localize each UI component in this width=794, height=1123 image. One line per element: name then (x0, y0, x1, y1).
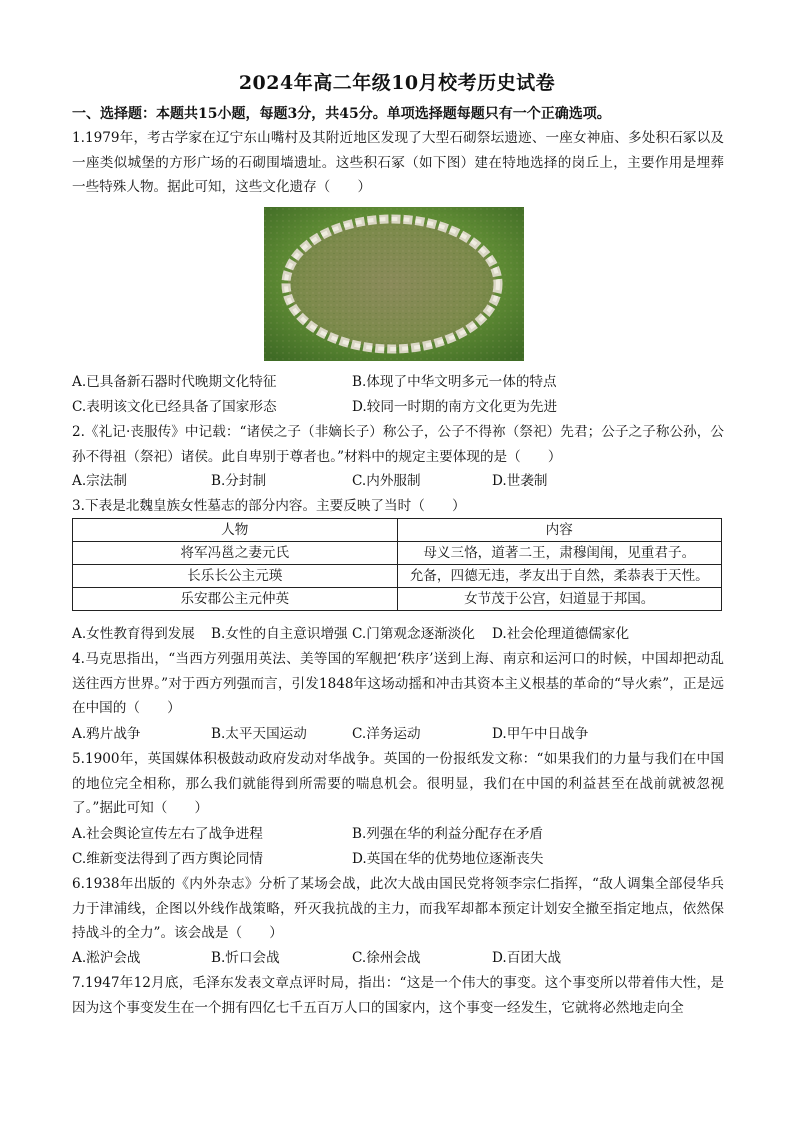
question-3-options (72, 622, 724, 646)
question-5-stem: 5.1900年，英国媒体积极鼓动政府发动对华战争。英国的一份报纸发文称：“如果我们的力量与我们在中国的地位完全相称，那么我们就能得到所需要的喘息机会。很明显，我们在中国的利益甚至在战前就被忽视了。”据此可知（ ） (72, 751, 724, 816)
table-row (73, 542, 722, 565)
column-header-content: 内容 (397, 519, 722, 542)
option-d[interactable]: D.英国在华的优势地位逐渐丧失 (352, 851, 544, 867)
stone-circle-photo (264, 207, 524, 361)
option-c[interactable]: C.表明该文化已经具备了国家形态 (72, 399, 277, 415)
tomb-inscription-table (72, 518, 722, 611)
option-d[interactable]: D.社会伦理道德儒家化 (492, 626, 630, 642)
question-7-stem: 7.1947年12月底，毛泽东发表文章点评时局，指出：“这是一个伟大的事变。这个事变所以带着伟大性，是因为这个事变发生在一个拥有四亿七千五百万人口的国家内，这个事变一经发生，它就将必然地走向全 (72, 975, 724, 1016)
table-header-row (73, 519, 722, 542)
option-a[interactable]: A.已具备新石器时代晚期文化特征 (72, 374, 277, 390)
option-b[interactable]: B.忻口会战 (211, 950, 280, 966)
question-1-options (72, 370, 724, 394)
question-6-options (72, 946, 724, 970)
table-row (73, 565, 722, 588)
option-c[interactable]: C.洋务运动 (352, 726, 421, 742)
stone-circle-image (264, 207, 524, 361)
person-cell: 乐安郡公主元仲英 (73, 588, 398, 611)
question-5-options (72, 822, 724, 846)
content-cell: 女节茂于公宫，妇道显于邦国。 (397, 588, 722, 611)
option-d[interactable]: D.较同一时期的南方文化更为先进 (352, 399, 558, 415)
person-cell: 将军冯邕之妻元氏 (73, 542, 398, 565)
question-4-options (72, 722, 724, 746)
column-header-person: 人物 (73, 519, 398, 542)
option-c[interactable]: C.徐州会战 (352, 950, 421, 966)
content-cell: 母义三恪，道著二王，肃穆闺闱，见重君子。 (397, 542, 722, 565)
option-b[interactable]: B.列强在华的利益分配存在矛盾 (352, 826, 544, 842)
option-a[interactable]: A.鸦片战争 (72, 726, 141, 742)
option-c[interactable]: C.维新变法得到了西方舆论同情 (72, 851, 263, 867)
option-d[interactable]: D.甲午中日战争 (492, 726, 589, 742)
question-1-options-2 (72, 395, 724, 419)
option-b[interactable]: B.体现了中华文明多元一体的特点 (352, 374, 557, 390)
exam-title: 2024年高二年级10月校考历史试卷 (238, 72, 556, 94)
question-6-stem: 6.1938年出版的《内外杂志》分析了某场会战，此次大战由国民党将领李宗仁指挥，“敌人调集全部侵华兵力于津浦线，企图以外线作战策略，歼灭我抗战的主力，而我军却都本预定计划安全撤至指定地点，依然保持战斗的全力”。该会战是（ ） (72, 876, 724, 941)
option-b[interactable]: B.分封制 (211, 473, 267, 489)
option-c[interactable]: C.门第观念逐渐淡化 (352, 626, 475, 642)
question-5-options-2 (72, 847, 724, 871)
option-d[interactable]: D.世袭制 (492, 473, 548, 489)
option-d[interactable]: D.百团大战 (492, 950, 562, 966)
person-cell: 长乐长公主元瑛 (73, 565, 398, 588)
question-1-stem: 1.1979年，考古学家在辽宁东山嘴村及其附近地区发现了大型石砌祭坛遗迹、一座女神庙、多处积石冢以及一座类似城堡的方形广场的石砌围墙遗址。这些积石冢（如下图）建在特地选择的岗丘上，主要作用是埋葬一些特殊人物。据此可知，这些文化遗存（ ） (72, 130, 724, 195)
question-2-options (72, 469, 724, 493)
option-a[interactable]: A.社会舆论宣传左右了战争进程 (72, 826, 263, 842)
option-b[interactable]: B.太平天国运动 (211, 726, 307, 742)
question-2-stem: 2.《礼记·丧服传》中记载：“诸侯之子（非嫡长子）称公子，公子不得祢（祭祀）先君；公子之子称公孙，公孙不得祖（祭祀）诸侯。此自卑别于尊者也。”材料中的规定主要体现的是（ ） (72, 424, 724, 465)
section-heading: 一、选择题：本题共15小题，每题3分，共45分。单项选择题每题只有一个正确选项。 (72, 106, 611, 122)
content-cell: 允备，四德无违，孝友出于自然，柔恭表于天性。 (397, 565, 722, 588)
option-a[interactable]: A.宗法制 (72, 473, 127, 489)
question-4-stem: 4.马克思指出，“当西方列强用英法、美等国的军舰把‘秩序’送到上海、南京和运河口的时候，中国却把动乱送往西方世界。”对于西方列强而言，引发1848年这场动摇和冲击其资本主义根基的革命的“导火索”，正是远在中国的（ ） (72, 651, 724, 716)
option-c[interactable]: C.内外服制 (352, 473, 421, 489)
question-3-stem: 3.下表是北魏皇族女性墓志的部分内容。主要反映了当时（ ） (72, 498, 466, 514)
table-row (73, 588, 722, 611)
option-b[interactable]: B.女性的自主意识增强 (211, 626, 348, 642)
option-a[interactable]: A.淞沪会战 (72, 950, 141, 966)
option-a[interactable]: A.女性教育得到发展 (72, 626, 195, 642)
